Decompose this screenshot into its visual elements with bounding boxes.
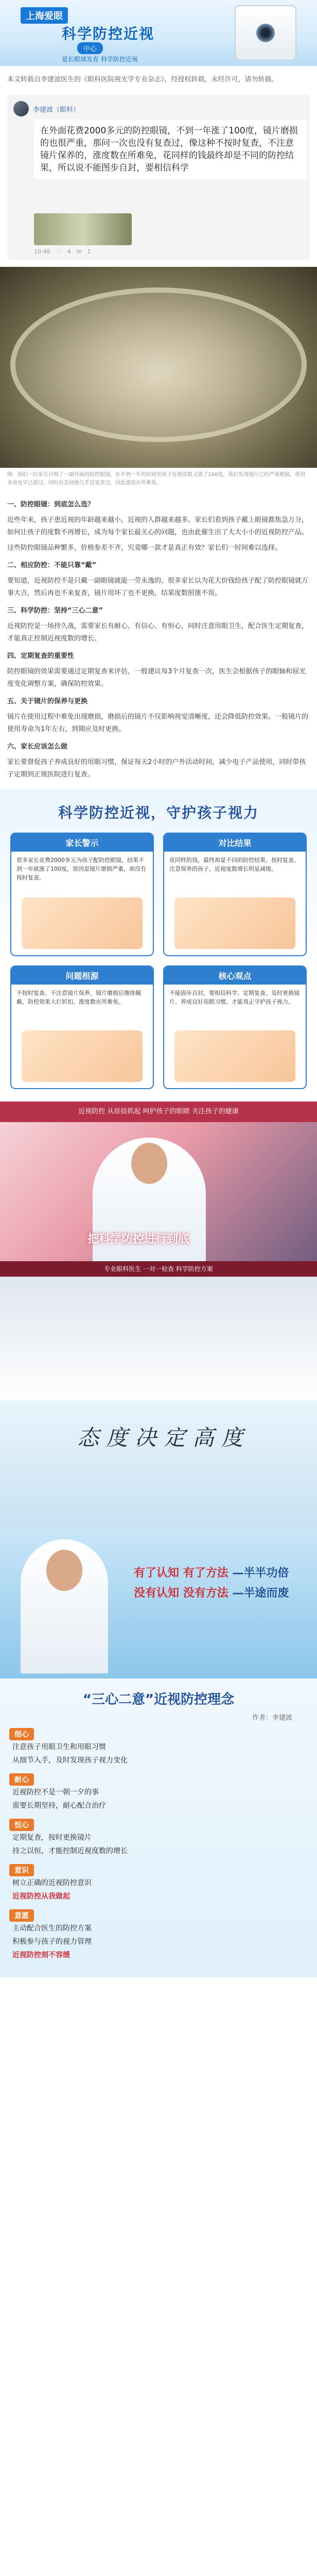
doctor-post-card — [7, 95, 310, 260]
hearts-line: 从细节入手，及时发现孩子视力变化 — [12, 1756, 128, 1765]
illustration — [22, 1030, 143, 1082]
paragraph: 近视防控是一场持久战，需要家长有耐心、有信心、有恒心，同时注意用眼卫生，配合医生定期复查，才能真正控制近视度数的增长。 — [7, 622, 309, 642]
hero-phrase: 有了方法 — [183, 1567, 228, 1580]
hearts-label: 意识 — [9, 1864, 34, 1876]
intro-text: 本文转载自李建波医生的《眼科医院视光学专业杂志》，经授权转载，未经许可，请勿转载。 — [7, 76, 278, 83]
brand-logo: 上海爱眼 — [21, 7, 68, 24]
doctor-photo — [93, 1138, 206, 1272]
hearts-highlight: 近视防控从我做起 — [12, 1892, 70, 1901]
info-box-head: 家长警示 — [11, 834, 153, 852]
hearts-item — [9, 1728, 308, 1767]
post-photo[interactable] — [34, 213, 132, 245]
lens-caption: 图：我们一位家长自购了一副外面的防控眼镜，在不到一年的时间里孩子近视度数又涨了100度，我们发现镜片已经严重磨损，使用寿命也早已超过，同时在其间他几乎没复查过，因此涨度在所难免。 — [7, 472, 306, 486]
doctor-hero — [0, 1529, 317, 1679]
info-box-core — [163, 965, 307, 1089]
calligraphy-banner — [0, 1400, 317, 1529]
hearts-line: 注意孩子用眼卫生和用眼习惯 — [12, 1743, 106, 1751]
eye-device-image — [235, 5, 296, 61]
infographic — [0, 789, 317, 1101]
article-body — [0, 490, 317, 789]
hearts-item — [9, 1773, 308, 1812]
hero-line — [134, 1584, 289, 1600]
info-box-body: 花同样的钱，最终却是不同的防控结果。按时复查、注意保养的孩子，近视度数增长明显减缓。 — [169, 857, 300, 872]
section-heading: 三、科学防控：坚持“三心二意” — [7, 607, 103, 615]
post-time: 10:48 — [34, 248, 50, 255]
hearts-item — [9, 1909, 308, 1962]
hero-line — [134, 1564, 289, 1580]
banner-tagline: 延长眼球发育 科学防控近视 — [62, 56, 138, 63]
hero-phrase: 没有方法 — [183, 1587, 228, 1600]
top-banner — [0, 0, 317, 66]
info-box-head: 对比结果 — [164, 834, 306, 852]
info-box-compare — [163, 833, 307, 956]
info-box-problem — [10, 965, 154, 1089]
hearts-line: 积极参与孩子的视力管理 — [12, 1938, 92, 1946]
doctor-figure — [21, 1539, 108, 1673]
hearts-line: 持之以恒，才能控制近视度数的增长 — [12, 1847, 128, 1855]
hearts-item — [9, 1864, 308, 1903]
lens-ring — [10, 287, 307, 442]
hero-phrase: —半半功倍 — [232, 1567, 289, 1580]
paragraph: 这些防控眼镜品种繁多，价格参差不齐，究竟哪一款才是真正有效？家长们一时间难以选择。 — [7, 544, 282, 552]
avatar[interactable] — [13, 101, 29, 116]
promo-foot: 专业眼科医生 一对一检查 科学防控方案 — [0, 1261, 317, 1277]
paragraph: 家长要督促孩子养成良好的用眼习惯，保证每天2小时的户外活动时间，减少电子产品使用，同时带孩子定期到正规医院进行复查。 — [7, 758, 306, 778]
comment-count: 1 — [87, 248, 91, 255]
hearts-item — [9, 1819, 308, 1858]
hearts-line: 近视防控不是一朝一夕的事 — [12, 1788, 99, 1797]
section-heading: 一、防控眼镜：到底怎么选？ — [7, 501, 95, 509]
like-icon[interactable]: ♡ — [56, 248, 62, 255]
three-hearts-section — [0, 1679, 317, 1977]
worn-lens-photo — [0, 267, 317, 468]
post-meta — [34, 248, 95, 255]
hearts-line: 树立正确的近视防控意识 — [12, 1879, 92, 1887]
paragraph: 防控眼镜的效果需要通过定期复查来评估，一般建议每3个月复查一次，医生会根据孩子的眼轴和屈光度变化调整方案，确保防控效果。 — [7, 668, 306, 688]
banner-title: 科学防控近视 — [62, 25, 155, 42]
hearts-title: “三心二意”近视防控理念 — [82, 1692, 235, 1707]
hero-slogans — [134, 1560, 289, 1604]
hearts-label: 耐心 — [9, 1773, 34, 1786]
illustration — [174, 897, 295, 949]
promo-head: 近视防控 从娃娃抓起 呵护孩子的眼睛 关注孩子的健康 — [0, 1101, 317, 1122]
paragraph: 镜片在使用过程中难免出现磨损，磨损后的镜片不仅影响视觉清晰度，还会降低防控效果。一般镜片的使用寿命为1年左右，到期应及时更换。 — [7, 713, 309, 733]
section-heading: 二、相应防控：不能只靠“戴” — [7, 562, 97, 569]
doctor-message: 在外面花费2000多元的防控眼镜，不到一年涨了100度，镜片磨损的也很严重，那问一次也没有复查过，像这种不按时复查，不注意镜片保养的，涨度数在所难免，花同样的钱最终却是不同的防控结果，所以说不能图步自封，要相信科学 — [34, 120, 307, 179]
info-box-warning — [10, 833, 154, 956]
comment-icon[interactable]: ✉ — [77, 248, 82, 255]
hearts-line: 定期复查，按时更换镜片 — [12, 1834, 92, 1842]
section-heading: 六、家长应该怎么做 — [7, 743, 68, 751]
info-box-body: 不能固步自封，要相信科学。定期复查、及时更换镜片、养成良好用眼习惯，才能真正守护孩子视力。 — [169, 990, 300, 1005]
hearts-author: 作者：李建波 — [252, 1714, 292, 1722]
illustration — [174, 1030, 295, 1082]
hearts-label: 意愿 — [9, 1909, 34, 1922]
hero-phrase: 没有认知 — [134, 1587, 180, 1600]
info-box-body: 很多家长花费2000多元为孩子配防控眼镜，结果不到一年就涨了100度，原因是镜片磨损严重，却没有按时复查。 — [16, 857, 146, 881]
infographic-title: 科学防控近视，守护孩子视力 — [58, 804, 259, 821]
promo-photo — [0, 1101, 317, 1277]
info-box-head: 核心观点 — [164, 967, 306, 985]
paragraph: 近些年来，孩子患近视的年龄越来越小，近视的人群越来越多。家长们看到孩子戴上眼镜都焦急万分，如何让孩子的度数不再增长，成为每个家长最关心的问题，也由此催生出了大大小小的近视防控产品。 — [7, 516, 309, 536]
paragraph: 要知道，近视防控不是只戴一副眼镜就能一劳永逸的。很多家长以为花大价钱给孩子配了防控眼镜就万事大吉，然后再也不来复查，镜片用坏了也不更换，结果度数照涨不误。 — [7, 577, 309, 597]
info-box-body: 不按时复查、不注意镜片保养，镜片磨损后继续佩戴，防控效果大打折扣，涨度数在所难免。 — [16, 990, 141, 1005]
hero-phrase: —半途而废 — [232, 1587, 289, 1600]
hero-phrase: 有了认知 — [134, 1567, 180, 1580]
info-box-head: 问题根源 — [11, 967, 153, 985]
hearts-line: 主动配合医生的防控方案 — [12, 1924, 92, 1933]
hearts-label: 恒心 — [9, 1819, 34, 1831]
like-count: 4 — [67, 248, 71, 255]
hearts-line: 需要长期坚持，耐心配合治疗 — [12, 1802, 106, 1810]
spacer-image — [0, 1277, 317, 1400]
section-heading: 五、关于镜片的保养与更换 — [7, 698, 88, 705]
section-heading: 四、定期复查的重要性 — [7, 652, 75, 660]
calligraphy-text: 态度决定高度 — [77, 1425, 251, 1450]
illustration — [22, 897, 143, 949]
hearts-label: 细心 — [9, 1728, 34, 1740]
banner-sub: 中心 — [77, 42, 103, 54]
promo-slogan: 把科学防控进行到底 — [87, 1233, 190, 1246]
doctor-name[interactable]: 李建波（眼科） — [33, 106, 80, 114]
hearts-highlight: 近视防控刻不容缓 — [12, 1951, 70, 1959]
